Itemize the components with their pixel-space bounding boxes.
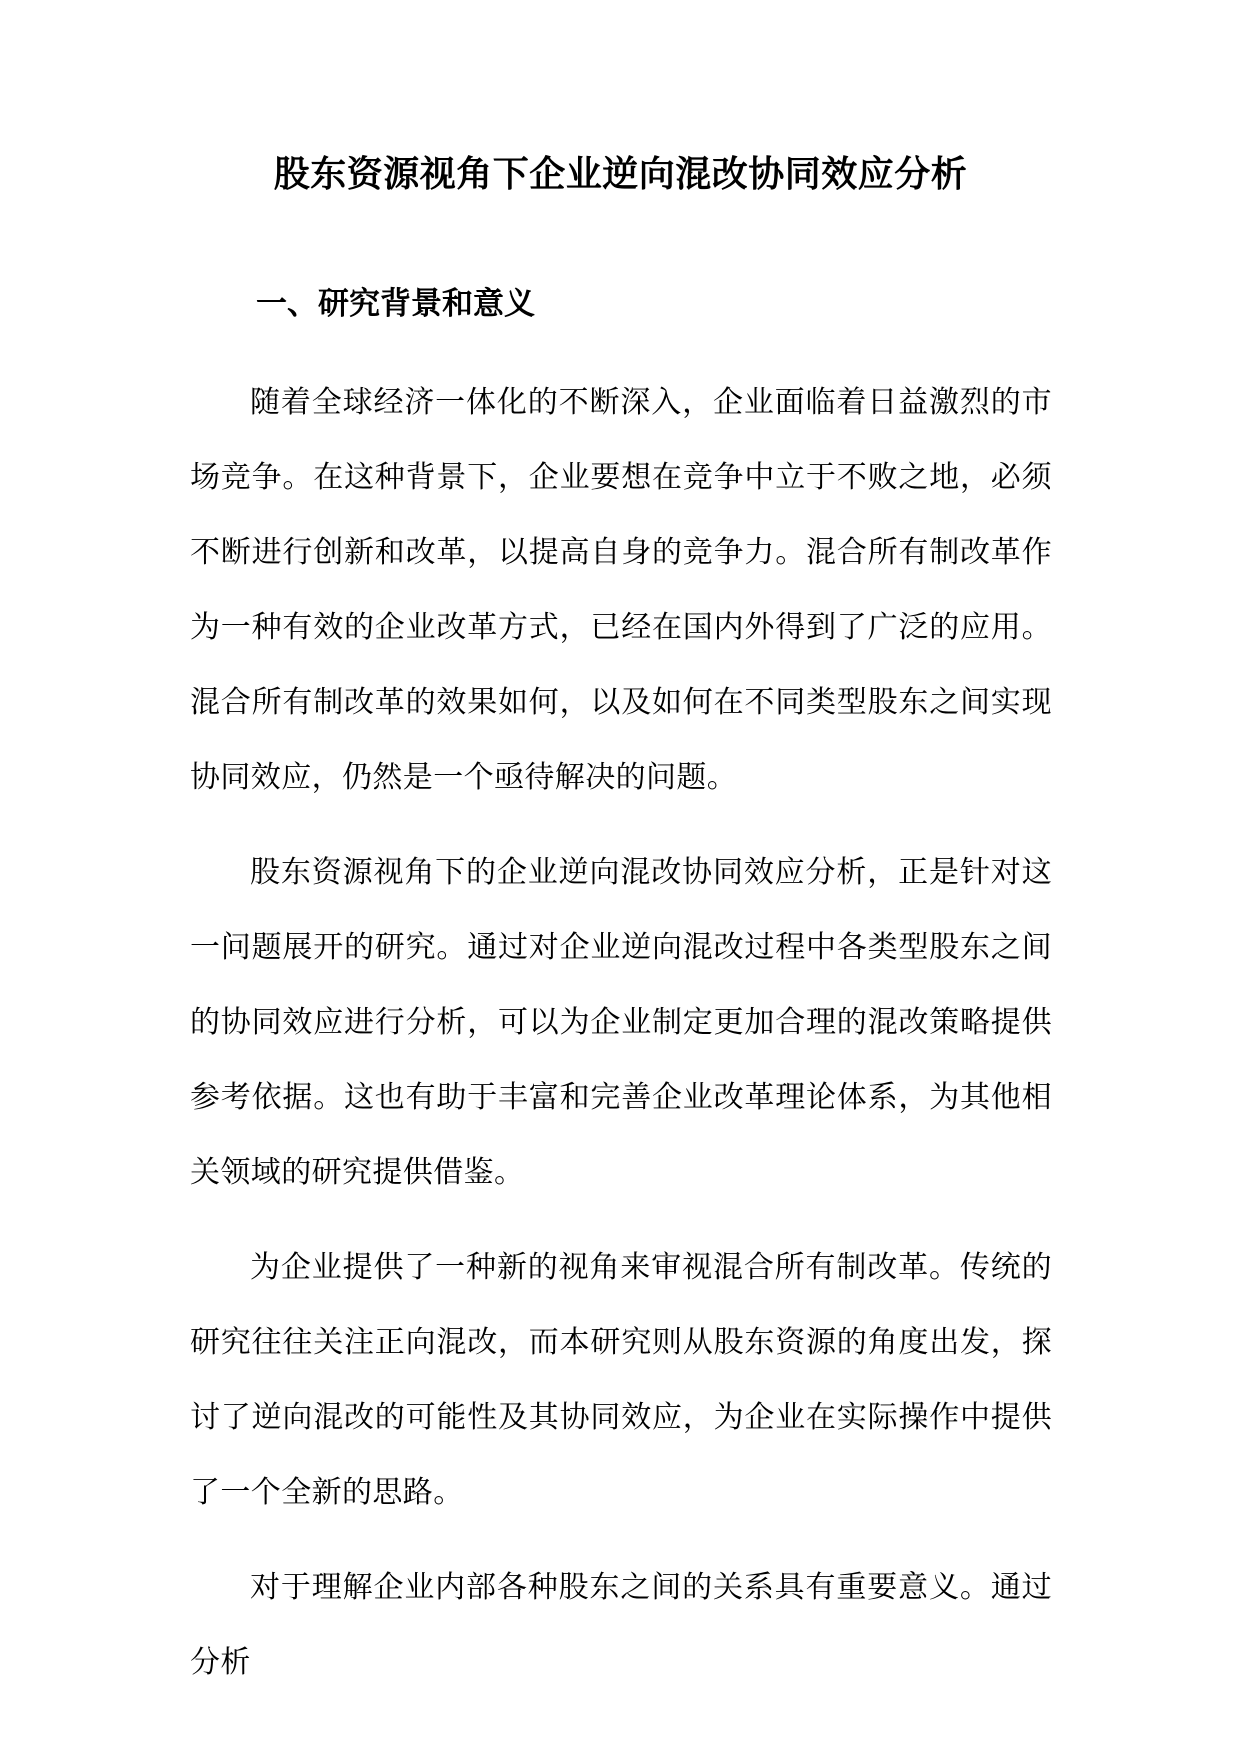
paragraph: 对于理解企业内部各种股东之间的关系具有重要意义。通过分析 (190, 1570, 1052, 1680)
paragraph: 为企业提供了一种新的视角来审视混合所有制改革。传统的研究往往关注正向混改，而本研究则从股东资源的角度出发，探讨了逆向混改的可能性及其协同效应，为企业在实际操作中提供了一个全新的思路。 (190, 1250, 1052, 1510)
paragraph: 随着全球经济一体化的不断深入，企业面临着日益激烈的市场竞争。在这种背景下，企业要想在竞争中立于不败之地，必须不断进行创新和改革，以提高自身的竞争力。混合所有制改革作为一种有效的企业改革方式，已经在国内外得到了广泛的应用。混合所有制改革的效果如何，以及如何在不同类型股东之间实现协同效应，仍然是一个亟待解决的问题。 (190, 385, 1052, 795)
paragraph: 股东资源视角下的企业逆向混改协同效应分析，正是针对这一问题展开的研究。通过对企业逆向混改过程中各类型股东之间的协同效应进行分析，可以为企业制定更加合理的混改策略提供参考依据。这也有助于丰富和完善企业改革理论体系，为其他相关领域的研究提供借鉴。 (190, 855, 1052, 1190)
section-body (190, 365, 1052, 1720)
document-title: 股东资源视角下企业逆向混改协同效应分析 (273, 153, 968, 195)
section-heading: 一、研究背景和意义 (256, 286, 535, 322)
